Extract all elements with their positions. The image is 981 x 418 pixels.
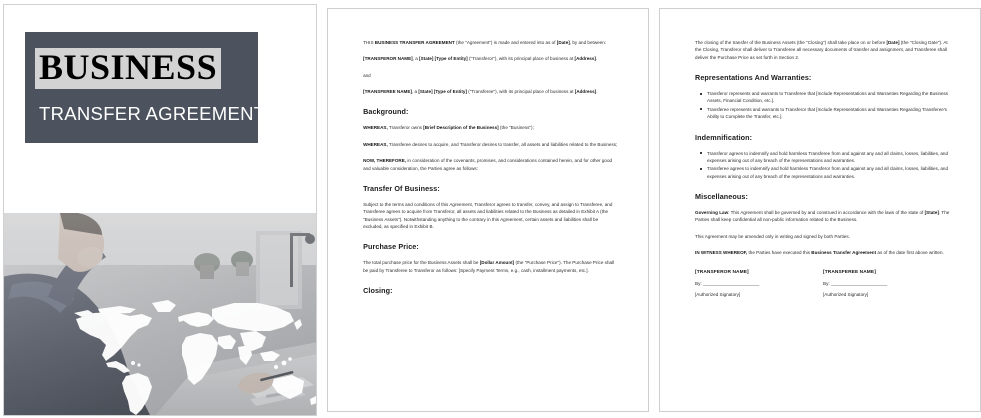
paragraph-transfer-body: Subject to the terms and conditions of this Agreement, Transferor agrees to transfer, convey, and assign to Transferee, and Transferee agrees to acquire from Transferor, all assets and liabilities related to the Business as detailed in Exhibit A (the "Business Assets"). Notwithstanding anything to the contrary in this Agreement, certain assets and liabilities shall be excluded, as specified in Exhibit B. bbox=[363, 201, 613, 229]
state-placeholder: [State] bbox=[924, 209, 939, 215]
representations-bullet-list bbox=[695, 90, 951, 120]
list-item: Transferee represents and warrants to Transferor that [Include Representations and Warranties Regarding Transferee's Ability to Complete the Transfer, etc.]. bbox=[707, 106, 951, 121]
section-heading-transfer-of-business: Transfer Of Business: bbox=[363, 183, 440, 193]
cover-title-highlight bbox=[35, 48, 221, 89]
paragraph-whereas-1: WHEREAS, Transferor owns [Brief Description of the Business] (the "Business"); bbox=[363, 125, 534, 131]
transferor-entity-placeholder: [State] [Type of Entity] bbox=[419, 56, 468, 62]
signature-block bbox=[695, 270, 951, 297]
intro-lead: THIS bbox=[363, 40, 375, 45]
signature-by-line[interactable]: By: ______________________ bbox=[823, 281, 888, 287]
paragraph-closing-body: The closing of the transfer of the Business Assets (the "Closing") shall take place on or before [Date] (the "Closing Date"). At the Closing, Transferor shall deliver to Transferee all necessary documents of transfer and assignment, and Transferee shall deliver the Purchase Price as set forth in Section 2. bbox=[695, 40, 948, 60]
section-heading-representations-warranties: Representations And Warranties: bbox=[695, 73, 812, 83]
intro-agreement-name: BUSINESS TRANSFER AGREEMENT bbox=[374, 40, 455, 45]
intro-tail: , by and between: bbox=[569, 40, 607, 45]
signature-authorized-label: [Authorized Signatory] bbox=[823, 292, 869, 298]
list-item: Transferor agrees to indemnify and hold harmless Transferee from and against any and all claims, losses, liabilities, and expenses arising out of any breach of the representations and warranties. bbox=[707, 150, 951, 165]
document-page-3[interactable] bbox=[659, 8, 981, 412]
section-heading-purchase-price: Purchase Price: bbox=[363, 242, 419, 252]
cover-photo bbox=[3, 213, 317, 416]
document-page-2[interactable] bbox=[327, 8, 649, 412]
section-heading-background: Background: bbox=[363, 107, 409, 117]
business-description-placeholder: [Brief Description of the Business] bbox=[423, 125, 499, 131]
signature-column-transferee bbox=[823, 270, 951, 297]
paragraph-governing-law: Governing Law: This Agreement shall be governed by and construed in accordance with the laws of the state of [State]. The Parties shall keep confidential all non-public information related to the Business. bbox=[695, 209, 950, 223]
paragraph-transferee: [TRANSFEREE NAME], a [State] [Type of Entity] ("Transferee"), with its principal place of business at [Address]. bbox=[363, 89, 598, 95]
section-heading-closing: Closing: bbox=[363, 286, 393, 296]
paragraph-intro bbox=[363, 39, 619, 46]
signature-column-transferor bbox=[695, 270, 823, 297]
section-heading-miscellaneous: Miscellaneous: bbox=[695, 191, 748, 201]
cover-title-banner bbox=[25, 32, 266, 143]
paragraph-and: and bbox=[363, 72, 371, 78]
intro-mid: (the "Agreement") is made and entered into as of bbox=[454, 40, 557, 45]
transferee-entity-placeholder: [State] [Type of Entity] bbox=[418, 89, 467, 95]
paragraph-witness: IN WITNESS WHEREOF, the Parties have executed this Business Transfer Agreement as of the date first above written. bbox=[695, 250, 944, 256]
signature-party-name: [TRANSFEROR NAME] bbox=[695, 270, 749, 276]
page-3-content bbox=[695, 39, 951, 399]
cover-title: BUSINESS bbox=[39, 47, 218, 87]
closing-date-placeholder: [Date] bbox=[886, 40, 900, 45]
paragraph-purchase-body: The total purchase price for the Business Assets shall be [Dollar Amount] (the "Purchase Price"). The Purchase Price shall be paid by Transferee to Transferor as follows: [Specify Payment Terms, e.g., cash, installment payments, etc.]. bbox=[363, 260, 615, 273]
page-2-content bbox=[363, 39, 619, 399]
signature-authorized-label: [Authorized Signatory] bbox=[695, 292, 741, 298]
intro-date-placeholder: [Date] bbox=[556, 40, 570, 45]
list-item: Transferor represents and warrants to Transferee that [Include Representations and Warranties Regarding the Business Assets, Financial Condition, etc.]. bbox=[707, 90, 951, 105]
document-page-1-cover[interactable] bbox=[3, 4, 317, 416]
cover-photo-illustration bbox=[3, 213, 317, 416]
transferor-address-placeholder: [Address] bbox=[574, 56, 596, 62]
cover-subtitle: TRANSFER AGREEMENT bbox=[39, 103, 266, 124]
signature-party-name: [TRANSFEREE NAME] bbox=[823, 270, 876, 276]
transferor-name-placeholder: [TRANSFEROR NAME] bbox=[363, 56, 413, 62]
paragraph-whereas-2: WHEREAS, Transferee desires to acquire, and Transferor desires to transfer, all assets and liabilities related to the Business; bbox=[363, 141, 618, 147]
paragraph-now-therefore: NOW, THEREFORE, in consideration of the covenants, promises, and considerations contained herein, and for other good and valuable consideration, the Parties agree as follows: bbox=[363, 158, 613, 171]
indemnification-bullet-list bbox=[695, 150, 951, 180]
signature-by-line[interactable]: By: ______________________ bbox=[695, 281, 760, 287]
section-heading-indemnification: Indemnification: bbox=[695, 132, 753, 142]
paragraph-transferor: [TRANSFEROR NAME], a [State] [Type of Entity] ("Transferor"), with its principal place of business at [Address]. bbox=[363, 56, 598, 62]
list-item: Transferee agrees to indemnify and hold harmless Transferor from and against any and all claims, losses, liabilities, and expenses arising out of any breach of the representations and warranties. bbox=[707, 165, 951, 180]
dollar-amount-placeholder: [Dollar Amount] bbox=[479, 260, 515, 266]
transferee-address-placeholder: [Address] bbox=[574, 89, 597, 95]
paragraph-amendment: This Agreement may be amended only in writing and signed by both Parties. bbox=[695, 233, 850, 239]
transferee-name-placeholder: [TRANSFEREE NAME] bbox=[363, 89, 412, 95]
